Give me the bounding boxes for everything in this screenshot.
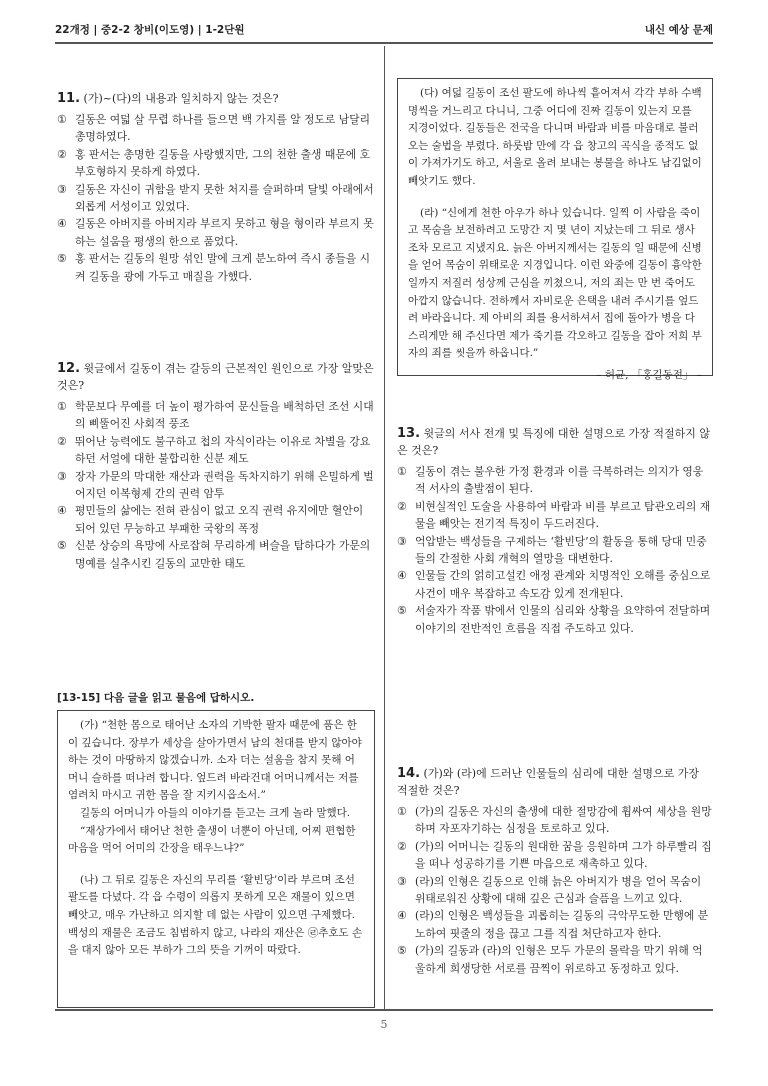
option-text: 억압받는 백성들을 구제하는 ‘활빈당’의 활동을 통해 당대 민중들의 간절한 사회 개혁의 열망을 대변한다. bbox=[415, 534, 707, 566]
option-1[interactable] bbox=[397, 463, 713, 498]
option-text: 길동은 자신이 귀함을 받지 못한 처지를 슬퍼하며 달빛 아래에서 외롭게 서성이고 있었다. bbox=[75, 182, 374, 214]
header-left: 22개정 | 중2-2 창비(이도영) | 1-2단원 bbox=[55, 24, 245, 36]
option-text: 뛰어난 능력에도 불구하고 첩의 자식이라는 이유로 차별을 강요하던 서얼에 대한 불합리한 신분 제도 bbox=[75, 434, 371, 466]
option-4[interactable] bbox=[397, 907, 713, 942]
passage-ra: (라) “신에게 천한 아우가 하나 있습니다. 일찍 이 사람을 죽이고 목숨을 보전하려고 도망간 지 몇 년이 지났는데 그 뒤로 생사조차 모르고 지냈지요. 늙은 아버지께서는 길동의 일 때문에 신병을 얻어 목숨이 위태로운 지경입니다. 이런 와중에 길동이 흉악한 일까지 저질러 성상께 근심을 끼쳤으니, 저의 죄는 만 번 죽어도 아깝지 않습니다. 전하께서 자비로운 은택을 내려 주시기를 엎드려 바라옵니다. 제 아비의 죄를 용서하셔서 집에 돌아가 병을 다스리게만 해 주신다면 제가 죽기를 각오하고 길동을 잡아 저희 부자의 죄를 씻을까 하옵니다.” bbox=[408, 206, 702, 360]
option-text: 홍 판서는 총명한 길동을 사랑했지만, 그의 천한 출생 때문에 호부호형하지 못하게 하였다. bbox=[75, 147, 371, 179]
question-number: 12. bbox=[57, 361, 81, 376]
question-number: 13. bbox=[397, 426, 421, 441]
question-stem: 윗글에서 길동이 겪는 갈등의 근본적인 원인으로 가장 알맞은 것은? bbox=[57, 362, 374, 392]
options bbox=[397, 803, 713, 977]
option-marker: ③ bbox=[57, 469, 67, 483]
option-4[interactable] bbox=[57, 502, 375, 537]
option-text: 홍 판서는 길동의 원망 섞인 말에 크게 분노하여 즉시 종들을 시켜 길동을 광에 가두고 매질을 가했다. bbox=[75, 252, 371, 283]
option-2[interactable] bbox=[57, 146, 375, 181]
option-1[interactable] bbox=[57, 111, 375, 146]
option-marker: ④ bbox=[397, 909, 407, 923]
footer-rule bbox=[55, 1009, 713, 1011]
option-text: (가)의 길동은 자신의 출생에 대한 절망감에 휩싸여 세상을 원망하며 자포자기하는 심정을 토로하고 있다. bbox=[415, 805, 712, 836]
option-text: 서술자가 작품 밖에서 인물의 심리와 상황을 요약하여 전달하며 이야기의 전반적인 흐름을 직접 주도하고 있다. bbox=[415, 604, 711, 635]
question-stem: (가)~(다)의 내용과 일치하지 않는 것은? bbox=[83, 92, 279, 105]
option-4[interactable] bbox=[397, 567, 713, 602]
passage-da: (다) 여덟 길동이 조선 팔도에 하나씩 흩어져서 각각 부하 수백 명씩을 거느리고 다니니, 그중 어디에 진짜 길동이 있는지 모를 지경이었다. 길동들은 전국을 다니며 바람과 비를 마음대로 불러오는 술법을 부렸다. 하룻밤 만에 각 읍 창고의 곡식을 종적도 없이 가져가기도 하고, 서울로 올려 보내는 봉물을 하나도 남김없이 빼앗기도 했다. bbox=[408, 87, 702, 187]
question-stem: 윗글의 서사 전개 및 특징에 대한 설명으로 가장 적절하지 않은 것은? bbox=[397, 427, 711, 457]
passage-ga-3: “재상가에서 태어난 천한 출생이 너뿐이 아닌데, 어찌 편협한 마음을 먹어 어미의 간장을 태우느냐?” bbox=[68, 824, 356, 855]
option-marker: ⑤ bbox=[397, 944, 407, 958]
option-marker: ④ bbox=[397, 569, 407, 583]
option-1[interactable] bbox=[397, 803, 713, 838]
option-marker: ③ bbox=[397, 874, 407, 888]
option-5[interactable] bbox=[57, 537, 375, 572]
option-text: 장자 가문의 막대한 재산과 권력을 독차지하기 위해 은밀하게 벌어지던 이복형제 간의 권력 암투 bbox=[75, 469, 374, 501]
option-text: 학문보다 무예를 더 높이 평가하여 문신들을 배척하던 조선 시대의 삐뚤어진 사회적 풍조 bbox=[75, 400, 374, 431]
option-marker: ② bbox=[57, 147, 67, 161]
option-5[interactable] bbox=[397, 602, 713, 637]
option-text: (가)의 길동과 (라)의 인형은 모두 가문의 몰락을 막기 위해 억울하게 희생당한 서로를 끔찍이 위로하고 동정하고 있다. bbox=[415, 944, 703, 975]
header-rule bbox=[55, 42, 713, 44]
option-text: (라)의 인형은 길동으로 인해 늙은 아버지가 병을 얻어 목숨이 위태로워진 상황에 대해 깊은 근심과 슬픔을 느끼고 있다. bbox=[415, 874, 702, 906]
option-3[interactable] bbox=[57, 181, 375, 216]
passage-box-left bbox=[57, 710, 375, 1008]
passage-box-right bbox=[397, 78, 713, 381]
question-number: 14. bbox=[397, 766, 421, 781]
option-text: (라)의 인형은 백성들을 괴롭히는 길동의 극악무도한 만행에 분노하여 핏줄의 정을 끊고 그를 직접 처단하고자 한다. bbox=[415, 909, 709, 940]
passage-na: (나) 그 뒤로 길동은 자신의 무리를 ‘활빈당’이라 부르며 조선 팔도를 다녔다. 각 읍 수령이 의롭지 못하게 모은 재물이 있으면 빼앗고, 매우 가난하고 의지할 데 없는 사람이 있으면 구제했다. 백성의 재물은 조금도 침범하지 않고, 나라의 재산은 ㉣추호도 손을 대지 않아 모든 부하가 그의 뜻을 기꺼이 따랐다. bbox=[68, 873, 363, 957]
passage-ga-1: (가) “천한 몸으로 태어난 소자의 기박한 팔자 때문에 품은 한이 깊습니다. 장부가 세상을 살아가면서 남의 천대를 받지 않아야 하는 것이 마땅하지 않겠습니까. 소자 더는 설움을 참지 못해 어머니 슬하를 떠나려 합니다. 엎드려 바라건대 어머니께서는 저를 염려치 마시고 귀한 몸을 잘 지키시옵소서.” bbox=[68, 719, 362, 802]
option-marker: ② bbox=[397, 499, 407, 513]
page-number: 5 bbox=[380, 1018, 388, 1031]
option-marker: ⑤ bbox=[57, 252, 67, 266]
option-text: 비현실적인 도술을 사용하여 바람과 비를 부르고 탐관오리의 재물을 빼앗는 전기적 특징이 두드러진다. bbox=[415, 499, 711, 531]
question-14 bbox=[397, 765, 713, 977]
option-text: 평민들의 삶에는 전혀 관심이 없고 오직 권력 유지에만 혈안이 되어 있던 무능하고 부패한 국왕의 폭정 bbox=[75, 504, 364, 535]
options bbox=[57, 398, 375, 572]
option-marker: ① bbox=[397, 465, 407, 478]
option-text: 길동은 아버지를 아버지라 부르지 못하고 형을 형이라 부르지 못하는 설움을 평생의 한으로 품었다. bbox=[75, 217, 374, 248]
option-marker: ① bbox=[57, 113, 67, 126]
option-marker: ⑤ bbox=[397, 604, 407, 618]
option-text: (가)의 어머니는 길동의 원대한 꿈을 응원하며 그가 하루빨리 집을 떠나 성공하기를 기쁜 마음으로 재촉하고 있다. bbox=[415, 839, 712, 871]
option-2[interactable] bbox=[397, 498, 713, 533]
option-text: 인물들 간의 얽히고설킨 애정 관계와 치명적인 오해를 중심으로 사건이 매우 복잡하고 속도감 있게 전개된다. bbox=[415, 569, 711, 600]
option-marker: ④ bbox=[57, 504, 67, 518]
option-2[interactable] bbox=[57, 433, 375, 468]
option-marker: ① bbox=[397, 805, 407, 818]
header-right: 내신 예상 문제 bbox=[644, 24, 713, 36]
option-3[interactable] bbox=[397, 873, 713, 908]
passage-source: – 허균, 「홍길동전」 – bbox=[596, 368, 702, 381]
group-instruction: [13-15] 다음 글을 읽고 물음에 답하시오. bbox=[57, 692, 255, 704]
option-text: 길동이 겪는 불우한 가정 환경과 이를 극복하려는 의지가 영웅적 서사의 출발점이 된다. bbox=[415, 465, 704, 496]
question-11 bbox=[57, 90, 375, 285]
page-header bbox=[55, 20, 713, 40]
passage-ga-2: 길동의 어머니가 아들의 이야기를 듣고는 크게 놀라 말했다. bbox=[80, 806, 351, 819]
option-marker: ③ bbox=[57, 182, 67, 196]
question-number: 11. bbox=[57, 91, 81, 106]
option-3[interactable] bbox=[57, 468, 375, 503]
question-12 bbox=[57, 360, 375, 572]
option-3[interactable] bbox=[397, 533, 713, 568]
option-marker: ③ bbox=[397, 534, 407, 548]
option-marker: ① bbox=[57, 400, 67, 413]
option-5[interactable] bbox=[397, 942, 713, 977]
option-5[interactable] bbox=[57, 250, 375, 285]
option-marker: ⑤ bbox=[57, 539, 67, 553]
option-marker: ④ bbox=[57, 217, 67, 231]
option-marker: ② bbox=[57, 434, 67, 448]
options bbox=[57, 111, 375, 285]
option-text: 신분 상승의 욕망에 사로잡혀 무리하게 벼슬을 탐하다가 가문의 명예를 실추시킨 길동의 교만한 태도 bbox=[75, 539, 371, 570]
question-13 bbox=[397, 425, 713, 637]
option-2[interactable] bbox=[397, 838, 713, 873]
options bbox=[397, 463, 713, 637]
option-4[interactable] bbox=[57, 215, 375, 250]
column-divider bbox=[384, 46, 385, 1009]
option-text: 길동은 여덟 살 무렵 하나를 들으면 백 가지를 알 정도로 남달리 총명하였다. bbox=[75, 113, 371, 144]
question-stem: (가)와 (라)에 드러난 인물들의 심리에 대한 설명으로 가장 적절한 것은? bbox=[397, 767, 699, 797]
option-1[interactable] bbox=[57, 398, 375, 433]
option-marker: ② bbox=[397, 839, 407, 853]
